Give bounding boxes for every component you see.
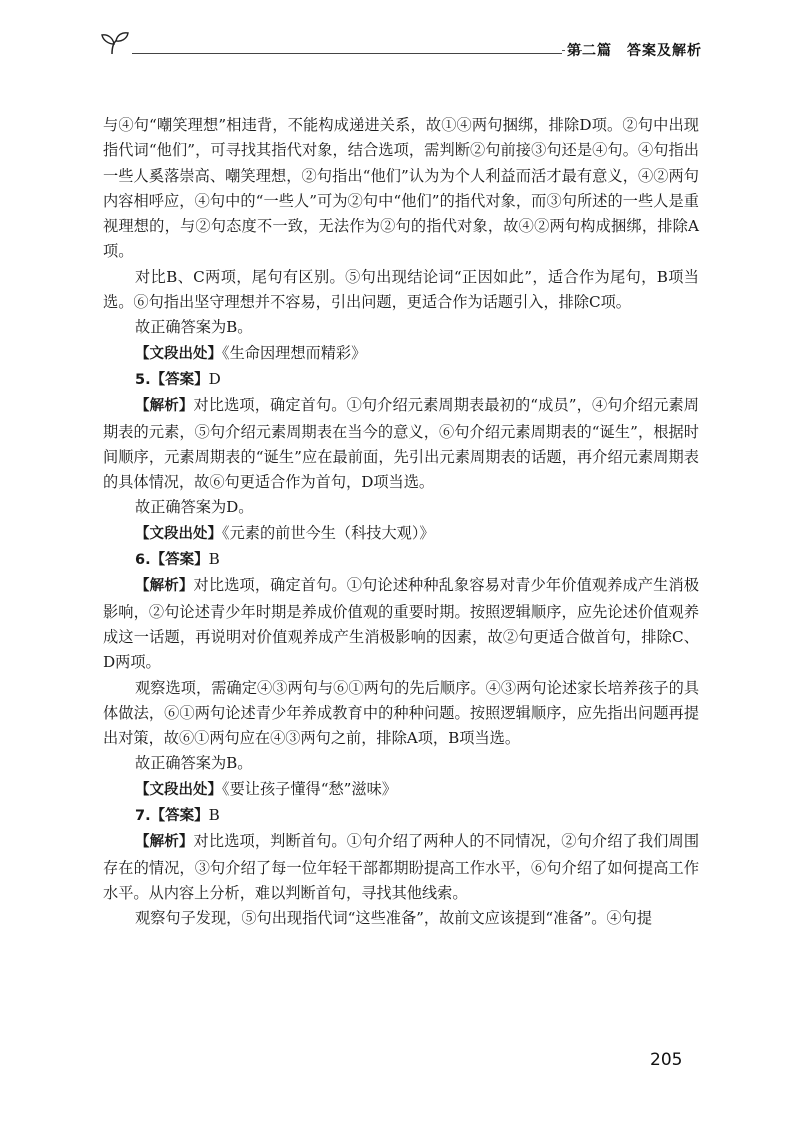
header-rule (132, 53, 562, 54)
paragraph (103, 113, 699, 265)
page-header (100, 30, 702, 60)
paragraph-tag: 5.【答案】 (135, 371, 209, 388)
paragraph-text: 对比选项，判断首句。①句介绍了两种人的不同情况，②句介绍了我们周围存在的情况，③句介绍了每一位年轻干部都期盼提高工作水平，⑥句介绍了如何提高工作水平。从内容上分析，难以判断首句，寻找其他线索。 (103, 832, 700, 902)
paragraph (103, 393, 699, 495)
paragraph-text: 对比B、C两项，尾句有区别。⑤句出现结论词“正因如此”，适合作为尾句，B项当选。⑥句指出坚守理想并不容易，引出问题，更适合作为话题引入，排除C项。 (103, 267, 699, 312)
paragraph-text: 故正确答案为B。 (135, 318, 253, 337)
paragraph-text: 与④句“嘲笑理想”相违背，不能构成递进关系，故①④两句捆绑，排除D项。②句中出现指代词“他们”，可寻找其指代对象，结合选项，需判断②句前接③句还是④句。④句指出一些人奚落崇高、嘲笑理想，②句指出“他们”认为为个人利益而活才最有意义，④②两句内容相呼应，④句中的“一些人”可为②句中“他们”的指代对象，而③句所述的一些人是重视理想的，与②句态度不一致，无法作为②句的指代对象，故④②两句构成捆绑，排除A项。 (103, 116, 699, 261)
paragraph (103, 265, 699, 316)
sprout-icon (100, 30, 132, 56)
paragraph (103, 777, 699, 803)
paragraph-text: 对比选项，确定首句。①句介绍元素周期表最初的“成员”，④句介绍元素周期表的元素，⑤句介绍元素周期表在当今的意义，⑥句介绍元素周期表的“诞生”，根据时间顺序，元素周期表的“诞生”应在最前面，先引出元素周期表的话题，再介绍元素周期表的具体情况，故⑥句更适合作为首句，D项当选。 (103, 396, 699, 492)
paragraph (103, 521, 699, 547)
paragraph (103, 751, 699, 776)
section-title: 第二篇 答案及解析 (567, 43, 702, 59)
paragraph (103, 573, 699, 675)
paragraph (103, 906, 699, 931)
paragraph-text: 故正确答案为B。 (135, 754, 253, 773)
paragraph-text: D (208, 369, 221, 388)
paragraph-text: 对比选项，确定首句。①句论述种种乱象容易对青少年价值观养成产生消极影响，②句论述青少年时期是养成价值观的重要时期。按照逻辑顺序，应先论述价值观养成这一话题，再说明对价值观养成产生消极影响的因素，故②句更适合做首句，排除C、D两项。 (103, 576, 700, 672)
paragraph-tag: 【解析】 (135, 398, 194, 415)
paragraph-tag: 【文段出处】 (135, 781, 222, 798)
paragraph (103, 495, 699, 520)
paragraph-text: 观察句子发现，⑤句出现指代词“这些准备”，故前文应该提到“准备”。④句提 (135, 909, 653, 928)
paragraph (103, 803, 699, 829)
paragraph (103, 829, 699, 906)
paragraph (103, 367, 699, 393)
paragraph-text: B (208, 550, 220, 569)
answer-explanation-body (103, 113, 699, 932)
paragraph-tag: 【解析】 (135, 578, 194, 595)
paragraph-tag: 6.【答案】 (135, 552, 209, 569)
paragraph-tag: 【文段出处】 (135, 345, 222, 362)
paragraph-tag: 7.【答案】 (135, 808, 209, 825)
paragraph-text: 《生命因理想而精彩》 (222, 343, 367, 362)
paragraph-tag: 【解析】 (135, 834, 194, 851)
paragraph (103, 547, 699, 573)
paragraph-tag: 【文段出处】 (135, 525, 222, 542)
paragraph (103, 315, 699, 340)
paragraph (103, 341, 699, 367)
paragraph-text: 故正确答案为D。 (135, 498, 254, 517)
page-number: 205 (650, 1050, 683, 1070)
paragraph-text: 《要让孩子懂得“愁”滋味》 (222, 779, 397, 798)
paragraph (103, 676, 699, 752)
paragraph-text: 观察选项，需确定④③两句与⑥①两句的先后顺序。④③两句论述家长培养孩子的具体做法，⑥①两句论述青少年养成教育中的种种问题。按照逻辑顺序，应先指出问题再提出对策，故⑥①两句应在④③两句之前，排除A项，B项当选。 (103, 678, 699, 748)
paragraph-text: B (208, 806, 220, 825)
paragraph-text: 《元素的前世今生（科技大观）》 (222, 523, 435, 542)
